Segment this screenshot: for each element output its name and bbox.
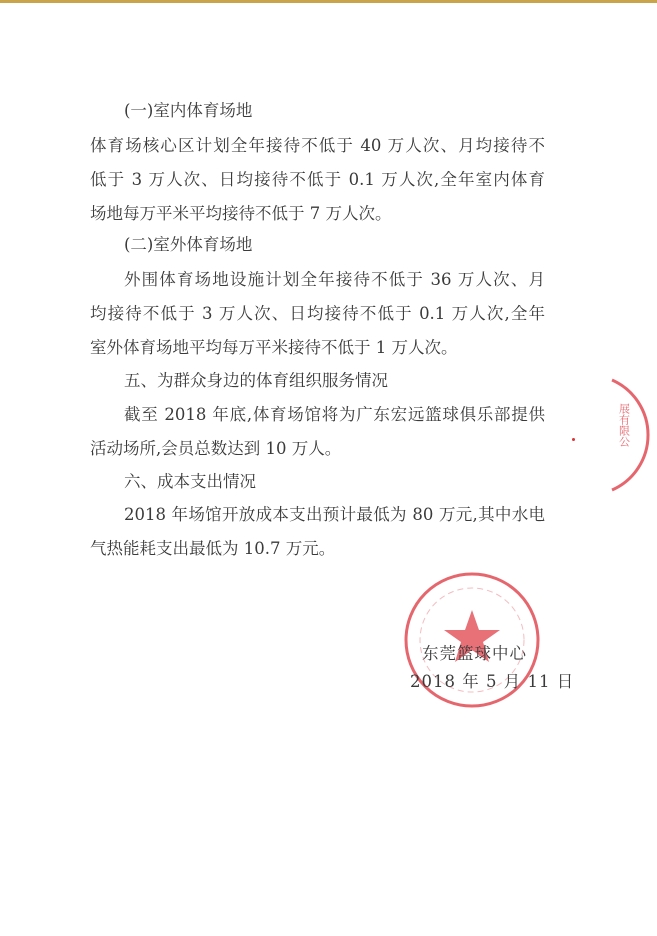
paragraph-line: 2018 年场馆开放成本支出预计最低为 80 万元,其中水电 (124, 505, 545, 524)
paragraph-line: 室外体育场地平均每万平米接待不低于 1 万人次。 (90, 338, 458, 357)
subheading-outdoor: (二)室外体育场地 (124, 235, 253, 254)
section-heading-five: 五、为群众身边的体育组织服务情况 (124, 371, 388, 390)
paragraph-line: 体育场核心区计划全年接待不低于 40 万人次、月均接待不 (90, 136, 545, 155)
paragraph-line: 低于 3 万人次、日均接待不低于 0.1 万人次,全年室内体育 (90, 170, 545, 189)
section-heading-six: 六、成本支出情况 (124, 472, 256, 491)
paragraph-line: 场地每万平米平均接待不低于 7 万人次。 (90, 204, 392, 223)
signature-date: 2018 年 5 月 11 日 (410, 672, 575, 691)
paragraph-line: 活动场所,会员总数达到 10 万人。 (90, 439, 342, 458)
svg-text:展有限公: 展有限公 (617, 403, 631, 447)
paragraph-line: 截至 2018 年底,体育场馆将为广东宏远篮球俱乐部提供 (124, 405, 545, 424)
top-border (0, 0, 657, 3)
paragraph-line: 均接待不低于 3 万人次、日均接待不低于 0.1 万人次,全年 (90, 304, 545, 323)
paragraph-line: 气热能耗支出最低为 10.7 万元。 (90, 539, 336, 558)
ink-spot (572, 438, 575, 441)
paragraph-line: 外围体育场地设施计划全年接待不低于 36 万人次、月 (124, 270, 545, 289)
signature-organization: 东莞篮球中心 (422, 644, 527, 663)
subheading-indoor: (一)室内体育场地 (124, 101, 253, 120)
partial-seal (610, 375, 657, 495)
